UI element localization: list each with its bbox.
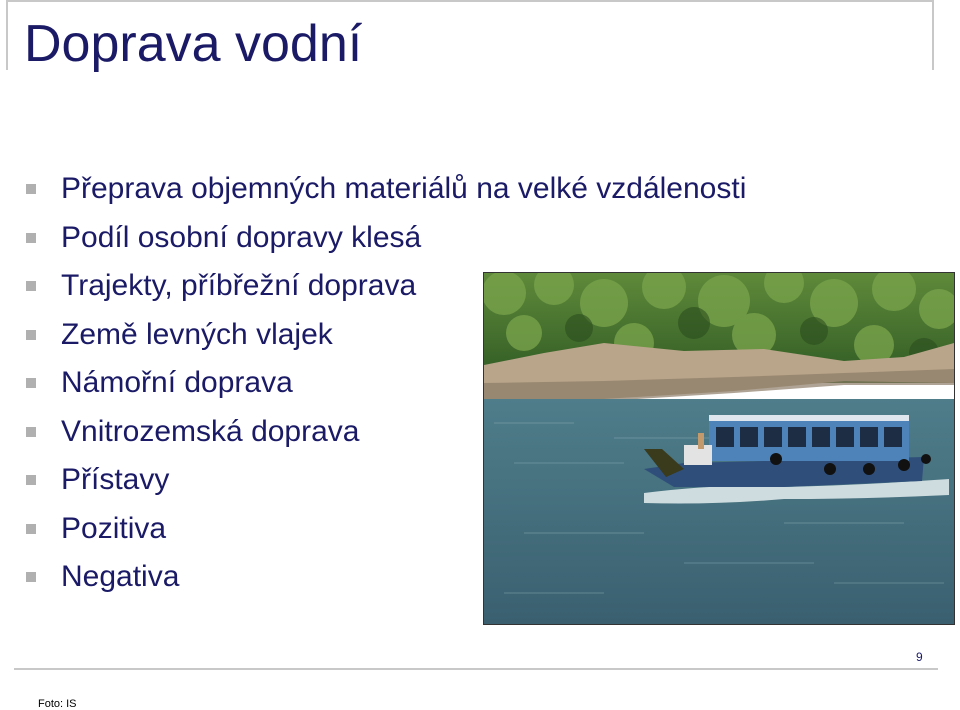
bullet-item <box>26 165 746 214</box>
boat-photo-illustration <box>484 273 954 624</box>
bullet-square-icon <box>26 281 36 291</box>
page-number: 9 <box>916 650 923 664</box>
bullet-item <box>26 214 746 263</box>
bullet-square-icon <box>26 233 36 243</box>
bullet-square-icon <box>26 330 36 340</box>
bullet-square-icon <box>26 475 36 485</box>
bullet-text: Trajekty, příbřežní doprava <box>61 269 417 303</box>
footer-rule <box>14 668 938 670</box>
slide-title: Doprava vodní <box>24 15 363 73</box>
bullet-text: Přeprava objemných materiálů na velké vzdálenosti <box>61 172 747 206</box>
photo-credit: Foto: IS <box>38 698 77 710</box>
bullet-text: Negativa <box>61 560 180 594</box>
bullet-square-icon <box>26 524 36 534</box>
bullet-text: Podíl osobní dopravy klesá <box>61 220 422 254</box>
bullet-text: Pozitiva <box>61 511 167 545</box>
bullet-square-icon <box>26 378 36 388</box>
bullet-text: Přístavy <box>61 463 170 497</box>
bullet-square-icon <box>26 184 36 194</box>
boat-on-river-photo <box>483 272 955 625</box>
bullet-square-icon <box>26 427 36 437</box>
bullet-text: Námořní doprava <box>61 366 293 400</box>
bullet-square-icon <box>26 572 36 582</box>
bullet-text: Země levných vlajek <box>61 317 333 351</box>
bullet-text: Vnitrozemská doprava <box>61 414 360 448</box>
